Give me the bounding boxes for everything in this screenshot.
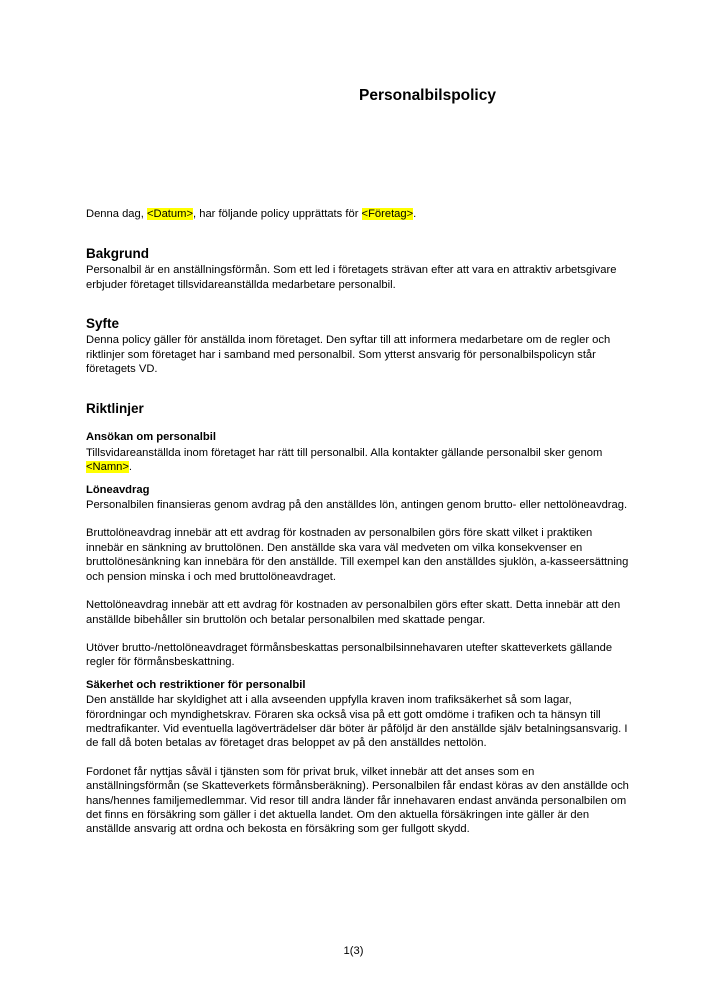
ansokan-text-before: Tillsvidareanställda inom företaget har rätt till personalbil. Alla kontakter gällande personalbil sker genom xyxy=(86,446,603,459)
intro-paragraph xyxy=(86,207,631,221)
name-placeholder: <Namn> xyxy=(86,461,129,474)
sakerhet-paragraph-1: Den anställde har skyldighet att i alla avseenden uppfylla kraven inom trafiksäkerhet så som lagar, förordningar och myndighetskrav. Föraren ska också visa på ett gott omdöme i trafiken och ta hänsyn till medtrafikanter. Vid eventuella lagöverträdelser där böter är påföljd är den anställde själv betalningsansvarig. I de fall då boten betalas av företaget dras beloppet av på den anställdes nettolön. xyxy=(86,694,628,750)
loneavdrag-paragraph-2: Bruttolöneavdrag innebär att ett avdrag för kostnaden av personalbilen görs före skatt vilket i praktiken innebär en sänkning av bruttolönen. Den anställde ska vara väl medveten om vilka konsekvenser en bruttolönesänkning kan innebära för den anställde. Till exempel kan den anställdes sjuklön, a-kasseersättning och pension minska i och med bruttolöneavdraget. xyxy=(86,527,629,583)
subheading-sakerhet: Säkerhet och restriktioner för personalbil xyxy=(86,678,306,691)
document-body xyxy=(86,207,631,837)
heading-syfte: Syfte xyxy=(86,316,120,332)
bakgrund-text: Personalbil är en anställningsförmån. Som ett led i företagets strävan efter att vara en attraktiv arbetsgivare erbjuder företaget tillsvidareanställda medarbetare personalbil. xyxy=(86,264,617,291)
company-placeholder: <Företag> xyxy=(361,208,414,220)
ansokan-text-after: . xyxy=(128,461,133,474)
loneavdrag-paragraph-4: Utöver brutto-/nettolöneavdraget förmånsbeskattas personalbilsinnehavaren utefter skatteverkets gällande regler för förmånsbeskattning. xyxy=(86,641,613,669)
sakerhet-paragraph-2: Fordonet får nyttjas såväl i tjänsten som för privat bruk, vilket innebär att det anses som en anställningsförmån (se Skatteverkets förmånsberäkning). Personalbilen får endast köras av den anställde och hans/hennes familjemedlemmar. Vid resor till andra länder får innehavaren endast använda personalbilen om det finns en försäkring som gäller i det aktuella landet. Om den aktuella försäkringen inte gäller är den anställde ansvarig att ordna och bekosta en försäkring som ger fullgott skydd. xyxy=(86,765,629,836)
loneavdrag-paragraph-3: Nettolöneavdrag innebär att ett avdrag för kostnaden av personalbilen görs efter skatt. Detta innebär att den anställde bibehåller sin bruttolön och betalar personalbilen med skattade pengar. xyxy=(86,599,621,626)
ansokan-text xyxy=(86,446,631,475)
loneavdrag-paragraph-1: Personalbilen finansieras genom avdrag på den anställdes lön, antingen genom brutto- eller nettolöneavdrag. xyxy=(86,499,628,512)
subheading-loneavdrag: Löneavdrag xyxy=(86,483,150,496)
intro-text-after: . xyxy=(413,208,417,220)
heading-riktlinjer: Riktlinjer xyxy=(86,401,144,417)
intro-text-before: Denna dag, xyxy=(86,208,147,220)
syfte-text: Denna policy gäller för anställda inom företaget. Den syftar till att informera medarbetare om de regler och riktlinjer som företaget har i samband med personalbil. Som ytterst ansvarig för personalbilspolicyn står företagets VD. xyxy=(86,334,611,376)
subheading-ansokan: Ansökan om personalbil xyxy=(86,431,216,444)
intro-text-middle: , har följande policy upprättats för xyxy=(193,208,362,220)
date-placeholder: <Datum> xyxy=(146,208,193,220)
heading-bakgrund: Bakgrund xyxy=(86,246,150,262)
page-number: 1(3) xyxy=(343,945,364,957)
document-title: Personalbilspolicy xyxy=(359,87,496,104)
